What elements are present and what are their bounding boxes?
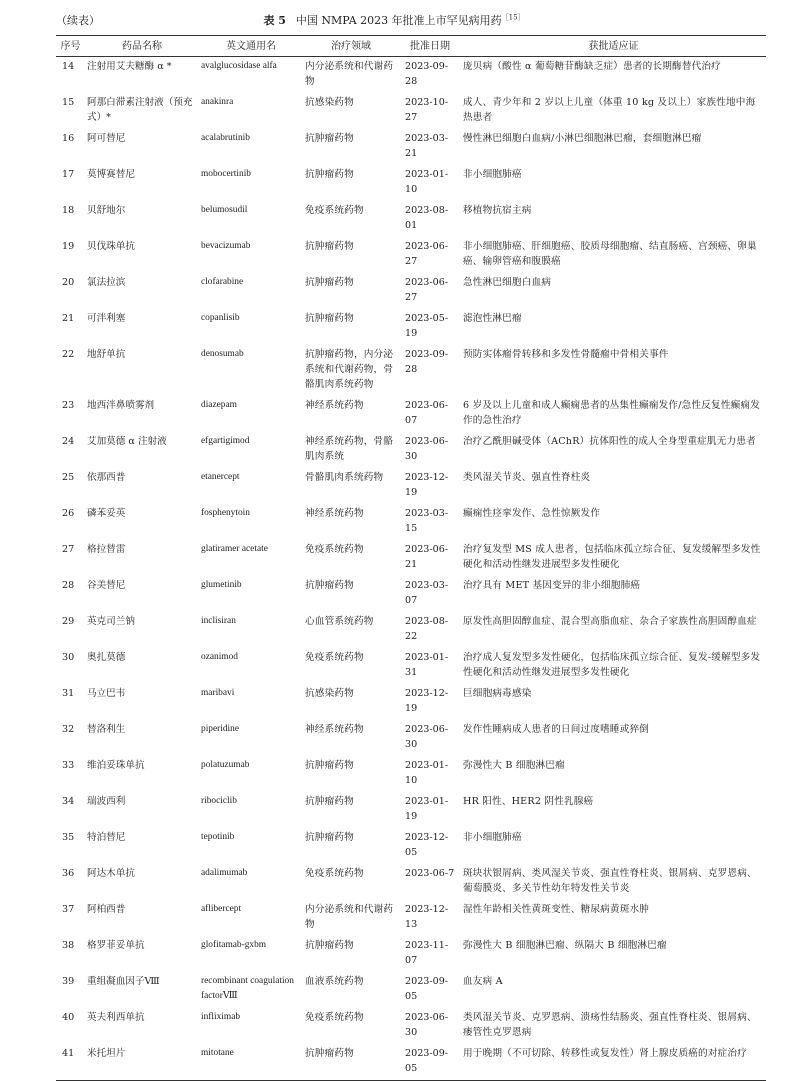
table-row	[56, 201, 766, 237]
cell-therapeutic-area: 免疫系统药物	[305, 652, 364, 663]
table-row	[56, 93, 766, 129]
cell-approval-date: 2023-12-13	[405, 904, 449, 930]
cell-english-name: mitotane	[199, 1044, 303, 1081]
cell-index: 15	[62, 97, 75, 108]
cell-approval-date: 2023-03-15	[405, 508, 449, 534]
cell-english-name: adalimumab	[201, 868, 248, 878]
cell-approval-date: 2023-06-07	[405, 400, 449, 426]
cell-therapeutic-area: 抗肿瘤药物	[305, 760, 354, 771]
cell-index: 20	[62, 277, 75, 288]
cell-indication: 血友病 A	[463, 976, 503, 987]
cell-english-name: etanercept	[201, 472, 240, 482]
cell-approval-date: 2023-05-19	[405, 313, 449, 339]
cell-indication: 预防实体瘤骨转移和多发性骨髓瘤中骨相关事件	[463, 349, 669, 360]
cell-index: 38	[62, 940, 75, 951]
cell-index: 27	[62, 544, 75, 555]
cell-therapeutic-area: 神经系统药物	[305, 508, 364, 519]
cell-therapeutic-area: 内分泌系统和代谢药物	[305, 61, 394, 87]
cell-index: 25	[62, 472, 75, 483]
cell-therapeutic-area: 抗肿瘤药物	[305, 796, 354, 807]
cell-therapeutic-area: 抗肿瘤药物	[305, 832, 354, 843]
cell-indication: 巨细胞病毒感染	[463, 688, 532, 699]
cell-approval-date: 2023-09-28	[405, 61, 449, 87]
cell-therapeutic-area: 抗肿瘤药物	[305, 133, 354, 144]
cell-approval-date: 2023-12-05	[405, 832, 449, 858]
cell-english-name: piperidine	[201, 724, 240, 734]
cell-english-name: avalglucosidase alfa	[201, 61, 277, 71]
cell-therapeutic-area: 免疫系统药物	[305, 868, 364, 879]
cell-indication: 非小细胞肺癌	[463, 832, 522, 843]
cell-english-name: copanlisib	[201, 313, 240, 323]
table-row	[56, 237, 766, 273]
table-row	[56, 792, 766, 828]
drug-table	[56, 35, 766, 1081]
cell-drug-name: 注射用艾夫糖酶 α *	[87, 61, 172, 72]
cell-approval-date: 2023-09-05	[405, 976, 449, 1002]
cell-index: 17	[62, 169, 75, 180]
table-row	[56, 57, 766, 94]
cell-indication: 斑块状银屑病、类风湿关节炎、强直性脊柱炎、银屑病、克罗恩病、葡萄膜炎、多关节性幼年特发性关节炎	[463, 868, 757, 894]
cell-indication: 类风湿关节炎、强直性脊柱炎	[463, 472, 591, 483]
cell-approval-date: 2023-06-30	[405, 724, 449, 750]
cell-drug-name: 奥扎莫德	[87, 652, 126, 663]
cell-index: 40	[62, 1012, 75, 1023]
cell-drug-name: 替洛利生	[87, 724, 126, 735]
cell-indication: 急性淋巴细胞白血病	[463, 277, 552, 288]
cell-drug-name: 磷苯妥英	[87, 508, 126, 519]
cell-indication: 湿性年龄相关性黄斑变性、糖尿病黄斑水肿	[463, 904, 650, 915]
cell-indication: HR 阳性、HER2 阴性乳腺癌	[463, 796, 594, 807]
col-header-drug-name: 药品名称	[85, 36, 199, 57]
cell-indication: 弥漫性大 B 细胞淋巴瘤	[463, 760, 565, 771]
cell-therapeutic-area: 内分泌系统和代谢药物	[305, 904, 394, 930]
cell-drug-name: 米托坦片	[85, 1044, 199, 1081]
cell-drug-name: 可泮利塞	[87, 313, 126, 324]
cell-drug-name: 地西泮鼻喷雾剂	[87, 400, 155, 411]
cell-indication: 发作性睡病成人患者的日间过度嗜睡或猝倒	[463, 724, 650, 735]
cell-approval-date: 2023-12-19	[405, 688, 449, 714]
cell-index: 19	[62, 241, 75, 252]
cell-drug-name: 艾加莫德 α 注射液	[87, 436, 167, 447]
cell-indication: 治疗成人复发型多发性硬化，包括临床孤立综合征、复发-缓解型多发性硬化和活动性继发进展型多发性硬化	[463, 652, 761, 678]
cell-english-name: ribociclib	[201, 796, 237, 806]
cell-drug-name: 莫博赛替尼	[87, 169, 135, 180]
cell-indication: 非小细胞肺癌	[463, 169, 522, 180]
col-header-approval-date: 批准日期	[399, 36, 461, 57]
cell-index: 39	[62, 976, 75, 987]
cell-indication: 6 岁及以上儿童和成人癫痫患者的丛集性癫痫发作/急性反复性癫痫发作的急性治疗	[463, 400, 761, 426]
cell-english-name: maribavi	[201, 688, 235, 698]
cell-drug-name: 维泊妥珠单抗	[87, 760, 145, 771]
cell-index: 26	[62, 508, 75, 519]
cell-indication: 用于晚期（不可切除、转移性或复发性）肾上腺皮质癌的对症治疗	[461, 1044, 766, 1081]
table-row	[56, 1044, 766, 1081]
cell-therapeutic-area: 抗感染药物	[305, 688, 354, 699]
cell-index: 34	[62, 796, 75, 807]
cell-approval-date: 2023-12-19	[405, 472, 449, 498]
cell-english-name: aflibercept	[201, 904, 242, 914]
cell-indication: 癫痫性痉挛发作、急性惊厥发作	[463, 508, 601, 519]
cell-therapeutic-area: 免疫系统药物	[305, 205, 364, 216]
col-header-english-name: 英文通用名	[199, 36, 303, 57]
table-row	[56, 273, 766, 309]
cell-therapeutic-area: 抗肿瘤药物	[305, 169, 354, 180]
table-title: 中国 NMPA 2023 年批准上市罕见病用药	[295, 14, 502, 27]
cell-indication: 治疗具有 MET 基因变异的非小细胞肺癌	[463, 580, 641, 591]
cell-english-name: inclisiran	[201, 616, 236, 626]
cell-indication: 治疗复发型 MS 成人患者，包括临床孤立综合征、复发缓解型多发性硬化和活动性继发进展型多发性硬化	[463, 544, 761, 570]
cell-approval-date: 2023-10-27	[405, 97, 449, 123]
cell-approval-date: 2023-09-05	[399, 1044, 461, 1081]
table-row	[56, 165, 766, 201]
table-row	[56, 900, 766, 936]
cell-index: 30	[62, 652, 75, 663]
cell-index: 14	[62, 61, 75, 72]
cell-drug-name: 格罗菲妥单抗	[87, 940, 145, 951]
cell-approval-date: 2023-08-01	[405, 205, 449, 231]
cell-approval-date: 2023-06-27	[405, 277, 449, 303]
cell-english-name: belumosudil	[201, 205, 248, 215]
col-header-therapeutic-area: 治疗领域	[303, 36, 399, 57]
cell-english-name: bevacizumab	[201, 241, 251, 251]
cell-index: 21	[62, 313, 75, 324]
table-row	[56, 540, 766, 576]
cell-therapeutic-area: 骨骼肌肉系统药物	[305, 472, 384, 483]
cell-index: 35	[62, 832, 75, 843]
col-header-indication: 获批适应证	[461, 36, 766, 57]
cell-english-name: infliximab	[201, 1012, 241, 1022]
cell-drug-name: 阿达木单抗	[87, 868, 135, 879]
cell-index: 32	[62, 724, 75, 735]
cell-therapeutic-area: 免疫系统药物	[305, 1012, 364, 1023]
cell-indication: 移植物抗宿主病	[463, 205, 532, 216]
table-body	[56, 57, 766, 1081]
continued-label: （续表）	[56, 14, 100, 27]
cell-english-name: acalabrutinib	[201, 133, 250, 143]
cell-approval-date: 2023-01-10	[405, 169, 449, 195]
table-caption	[0, 12, 788, 28]
cell-approval-date: 2023-11-07	[405, 940, 449, 966]
cell-drug-name: 英克司兰钠	[87, 616, 135, 627]
cell-approval-date: 2023-06-30	[405, 436, 449, 462]
cell-drug-name: 氯法拉滨	[87, 277, 126, 288]
table-row	[56, 1008, 766, 1044]
cell-approval-date: 2023-03-07	[405, 580, 449, 606]
cell-therapeutic-area: 神经系统药物	[305, 724, 364, 735]
cell-therapeutic-area: 心血管系统药物	[305, 616, 374, 627]
cell-english-name: fosphenytoin	[201, 508, 250, 518]
cell-approval-date: 2023-08-22	[405, 616, 449, 642]
cell-approval-date: 2023-06-21	[405, 544, 449, 570]
cell-english-name: glumetinib	[201, 580, 242, 590]
cell-approval-date: 2023-03-21	[405, 133, 449, 159]
col-header-index: 序号	[56, 36, 85, 57]
cell-drug-name: 谷美替尼	[87, 580, 126, 591]
cell-drug-name: 特泊替尼	[87, 832, 126, 843]
cell-drug-name: 英夫利西单抗	[87, 1012, 145, 1023]
cell-english-name: diazepam	[201, 400, 237, 410]
table-row	[56, 432, 766, 468]
cell-approval-date: 2023-06-27	[405, 241, 449, 267]
cell-index: 31	[62, 688, 75, 699]
cell-indication: 慢性淋巴细胞白血病/小淋巴细胞淋巴瘤，套细胞淋巴瘤	[463, 133, 702, 144]
cell-approval-date: 2023-09-28	[405, 349, 449, 375]
cell-therapeutic-area: 血液系统药物	[305, 976, 364, 987]
cell-drug-name: 贝舒地尔	[87, 205, 126, 216]
cell-index: 18	[62, 205, 75, 216]
cell-indication: 类风湿关节炎、克罗恩病、溃疡性结肠炎、强直性脊柱炎、银屑病、瘘管性克罗恩病	[463, 1012, 757, 1038]
cell-drug-name: 贝伐珠单抗	[87, 241, 135, 252]
cell-index: 33	[62, 760, 75, 771]
cell-index: 24	[62, 436, 75, 447]
cell-index: 23	[62, 400, 75, 411]
cell-therapeutic-area: 抗肿瘤药物	[303, 1044, 399, 1081]
cell-indication: 成人、青少年和 2 岁以上儿童（体重 10 kg 及以上）家族性地中海热患者	[463, 97, 756, 123]
table-row	[56, 720, 766, 756]
cell-index: 29	[62, 616, 75, 627]
table-row	[56, 864, 766, 900]
cell-drug-name: 地舒单抗	[87, 349, 126, 360]
table-row	[56, 756, 766, 792]
cell-english-name: mobocertinib	[201, 169, 251, 179]
cell-indication: 弥漫性大 B 细胞淋巴瘤、纵隔大 B 细胞淋巴瘤	[463, 940, 667, 951]
cell-therapeutic-area: 神经系统药物	[305, 400, 364, 411]
cell-therapeutic-area: 免疫系统药物	[305, 544, 364, 555]
table-row	[56, 828, 766, 864]
cell-indication: 滤泡性淋巴瘤	[463, 313, 522, 324]
cell-index: 22	[62, 349, 75, 360]
table-row	[56, 345, 766, 396]
table-row	[56, 612, 766, 648]
table-row	[56, 396, 766, 432]
cell-english-name: polatuzumab	[201, 760, 250, 770]
cell-indication: 原发性高胆固醇血症、混合型高脂血症、杂合子家族性高胆固醇血症	[463, 616, 757, 627]
cell-drug-name: 马立巴韦	[87, 688, 126, 699]
cell-index: 16	[62, 133, 75, 144]
cell-therapeutic-area: 抗肿瘤药物，内分泌系统和代谢药物，骨骼肌肉系统药物	[305, 349, 394, 390]
cell-drug-name: 重组凝血因子Ⅷ	[87, 976, 160, 987]
cell-approval-date: 2023-06-7	[405, 868, 455, 879]
cell-drug-name: 阿可替尼	[87, 133, 126, 144]
cell-english-name: ozanimod	[201, 652, 238, 662]
cell-therapeutic-area: 神经系统药物，骨骼肌肉系统	[305, 436, 394, 462]
cell-english-name: denosumab	[201, 349, 244, 359]
cell-approval-date: 2023-01-10	[405, 760, 449, 786]
cell-therapeutic-area: 抗肿瘤药物	[305, 940, 354, 951]
cell-drug-name: 阿那白滞素注射液（预充式）*	[87, 97, 193, 123]
cell-index: 41	[56, 1044, 85, 1081]
cell-approval-date: 2023-01-31	[405, 652, 449, 678]
table-row	[56, 648, 766, 684]
cell-therapeutic-area: 抗肿瘤药物	[305, 580, 354, 591]
cell-approval-date: 2023-06-30	[405, 1012, 449, 1038]
cell-therapeutic-area: 抗肿瘤药物	[305, 313, 354, 324]
cell-therapeutic-area: 抗感染药物	[305, 97, 354, 108]
cell-english-name: efgartigimod	[201, 436, 250, 446]
cell-english-name: clofarabine	[201, 277, 244, 287]
cell-english-name: glofitamab-gxbm	[201, 940, 267, 950]
table-number: 表 5	[263, 14, 286, 27]
cell-english-name: glatiramer acetate	[201, 544, 268, 554]
cell-index: 28	[62, 580, 75, 591]
cell-english-name: tepotinib	[201, 832, 235, 842]
cell-indication: 非小细胞肺癌、肝细胞癌、胶质母细胞瘤、结直肠癌、宫颈癌、卵巢癌、输卵管癌和腹膜癌	[463, 241, 757, 267]
cell-english-name: recombinant coagulation factorⅧ	[201, 976, 294, 1001]
table-row	[56, 936, 766, 972]
table-row	[56, 468, 766, 504]
table-row	[56, 684, 766, 720]
cell-index: 37	[62, 904, 75, 915]
table-row	[56, 972, 766, 1008]
table-row	[56, 309, 766, 345]
cell-english-name: anakinra	[201, 97, 234, 107]
table-row	[56, 129, 766, 165]
cell-drug-name: 阿柏西普	[87, 904, 126, 915]
table-reference: ［15］	[501, 13, 525, 22]
cell-index: 36	[62, 868, 75, 879]
cell-approval-date: 2023-01-19	[405, 796, 449, 822]
table-row	[56, 576, 766, 612]
cell-indication: 治疗乙酰胆碱受体（AChR）抗体阳性的成人全身型重症肌无力患者	[463, 436, 756, 447]
cell-drug-name: 瑞波西利	[87, 796, 126, 807]
cell-therapeutic-area: 抗肿瘤药物	[305, 241, 354, 252]
cell-drug-name: 格拉替雷	[87, 544, 126, 555]
cell-indication: 庞贝病（酸性 α 葡萄糖苷酶缺乏症）患者的长期酶替代治疗	[463, 61, 722, 72]
cell-drug-name: 依那西普	[87, 472, 126, 483]
cell-therapeutic-area: 抗肿瘤药物	[305, 277, 354, 288]
header-row	[56, 36, 766, 57]
table-row	[56, 504, 766, 540]
